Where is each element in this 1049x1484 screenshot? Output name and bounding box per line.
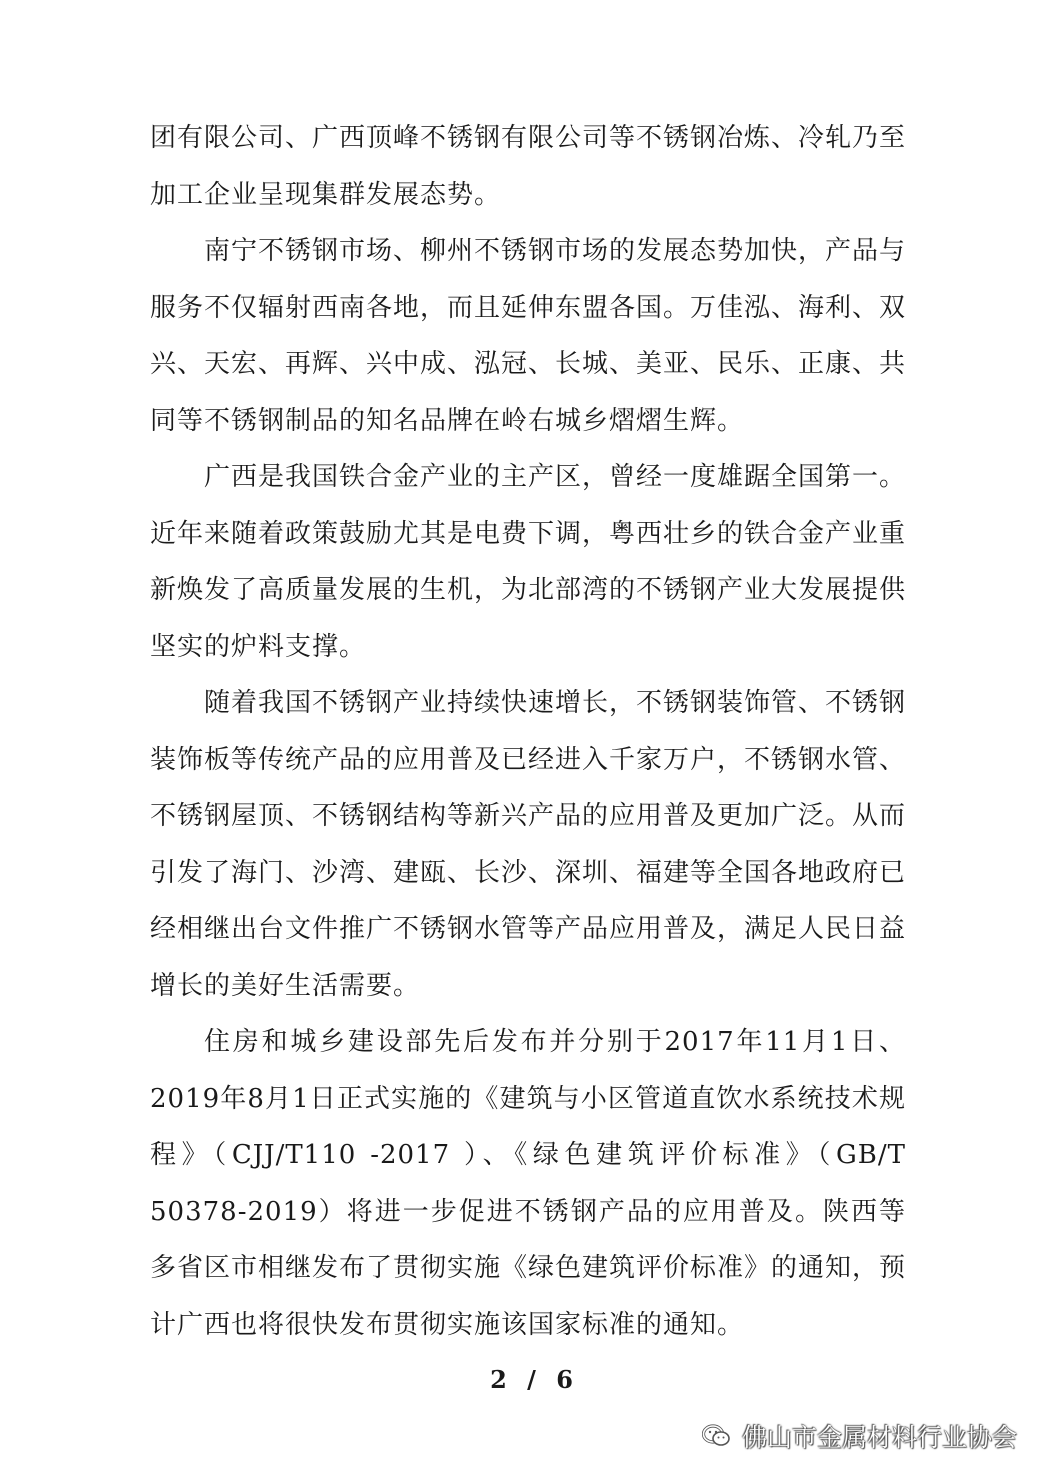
paragraph-2: 南宁不锈钢市场、柳州不锈钢市场的发展态势加快，产品与服务不仅辐射西南各地，而且延伸东盟各国。万佳泓、海利、双兴、天宏、再辉、兴中成、泓冠、长城、美亚、民乐、正康、共同等不锈钢制品的知名品牌在岭右城乡熠熠生辉。 (150, 236, 907, 436)
wechat-icon (702, 1424, 732, 1448)
watermark (702, 1418, 1017, 1454)
paragraph-1: 团有限公司、广西顶峰不锈钢有限公司等不锈钢冶炼、冷轧乃至加工企业呈现集群发展态势。 (150, 123, 907, 210)
paragraph-4: 随着我国不锈钢产业持续快速增长，不锈钢装饰管、不锈钢装饰板等传统产品的应用普及已经进入千家万户，不锈钢水管、不锈钢屋顶、不锈钢结构等新兴产品的应用普及更加广泛。从而引发了海门、沙湾、建瓯、长沙、深圳、福建等全国各地政府已经相继出台文件推广不锈钢水管等产品应用普及，满足人民日益增长的美好生活需要。 (150, 688, 907, 1001)
watermark-text: 佛山市金属材料行业协会 (741, 1423, 1017, 1452)
page-number: 2 / 6 (490, 1365, 579, 1394)
document-body (150, 110, 906, 1353)
paragraph-3: 广西是我国铁合金产业的主产区，曾经一度雄踞全国第一。近年来随着政策鼓励尤其是电费下调，粤西壮乡的铁合金产业重新焕发了高质量发展的生机，为北部湾的不锈钢产业大发展提供坚实的炉料支撑。 (150, 462, 907, 662)
paragraph-5: 住房和城乡建设部先后发布并分别于2017年11月1日、2019年8月1日正式实施的《建筑与小区管道直饮水系统技术规程》（CJJ/T110 -2017 ）、《绿色建筑评价标准》（GB/T 50378-2019）将进一步促进不锈钢产品的应用普及。陕西等多省区市相继发布了贯彻实施《绿色建筑评价标准》的通知，预计广西也将很快发布贯彻实施该国家标准的通知。 (150, 1027, 907, 1340)
